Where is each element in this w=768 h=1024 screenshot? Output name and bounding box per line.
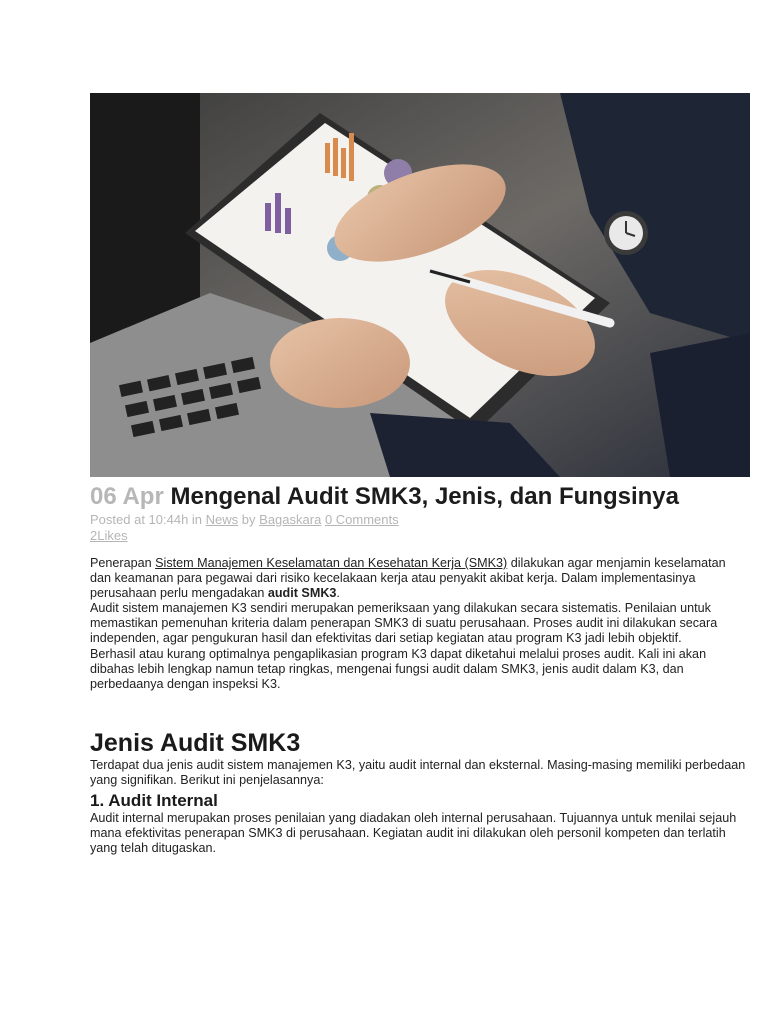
posted-at: Posted at 10:44h in (90, 512, 203, 527)
sub-heading: 1. Audit Internal (90, 791, 218, 811)
category-link[interactable]: News (205, 512, 239, 527)
smk3-link[interactable]: Sistem Manajemen Keselamatan dan Kesehatan Kerja (SMK3) (155, 556, 508, 570)
intro-text-part: . (336, 586, 340, 601)
author-link[interactable]: Bagaskara (259, 512, 322, 527)
by-label: by (241, 512, 256, 527)
intro-text-part: Penerapan (90, 556, 156, 570)
likes-link[interactable]: 2Likes (90, 528, 128, 543)
intro-text (90, 556, 750, 692)
section-heading: Jenis Audit SMK3 (90, 728, 301, 757)
hero-image (90, 93, 750, 477)
audit-smk3-bold: audit SMK3 (267, 586, 337, 601)
article-title-text: Mengenal Audit SMK3, Jenis, dan Fungsinya (170, 483, 679, 510)
post-meta (90, 512, 750, 528)
article (90, 93, 750, 856)
intro-paragraph-1 (90, 556, 750, 601)
intro-text-part: dilakukan agar menjamin keselamatan dan keamanan para pegawai dari risiko kecelakaan kerja atau penyakit akibat kerja. Dalam implementasinya perusahaan perlu mengadakan (90, 556, 726, 601)
intro-paragraph-3: Berhasil atau kurang optimalnya pengaplikasian program K3 dapat diketahui melalui proses audit. Kali ini akan dibahas lebih lengkap namun tetap ringkas, mengenai fungsi audit dalam SMK3, jenis audit dalam K3, dan perbedaanya dengan inspeksi K3. (90, 646, 707, 691)
article-title (90, 481, 750, 512)
likes (90, 528, 750, 544)
sub-text: Audit internal merupakan proses penilaian yang diadakan oleh internal perusahaan. Tujuannya untuk menilai sejauh mana efektivitas penerapan SMK3 di perusahaan. Kegiatan audit ini dilakukan oleh personil kompeten dan terlatih yang telah ditugaskan. (90, 811, 737, 856)
comments-link[interactable]: 0 Comments (324, 512, 399, 527)
section-text: Terdapat dua jenis audit sistem manajemen K3, yaitu audit internal dan eksternal. Masing-masing memiliki perbedaan yang signifikan. Berikut ini penjelasannya: (90, 757, 746, 787)
article-date: 06 Apr (90, 483, 164, 510)
intro-paragraph-2: Audit sistem manajemen K3 sendiri merupakan pemeriksaan yang dilakukan secara sistematis. Penilaian untuk memastikan pemenuhan kriteria dalam penerapan SMK3 di suatu perusahaan. Proses audit ini dilakukan secara independen, agar pengukuran hasil dan efektivitas dari setiap kegiatan atau program K3 jadi lebih objektif. (90, 601, 718, 646)
